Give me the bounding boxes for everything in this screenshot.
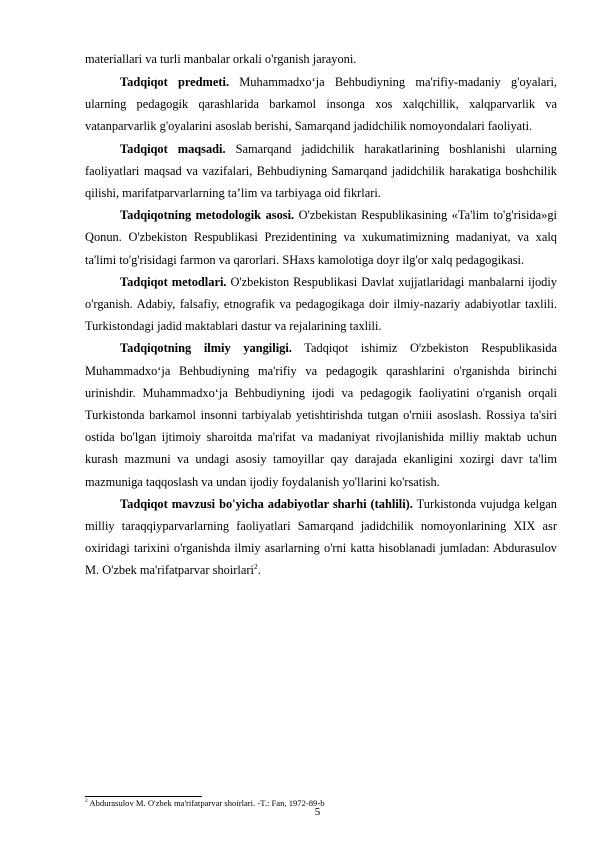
paragraph-text: O'zbekiston Respublikasi Davlat xujjatlaridagi manbalarni ijodiy o'rganish. Adabiy, falsafiy, etnografik va pedagogikaga doir ilmiy-nazariy adabiyotlar taxlili. Turkistondagi jadid maktablari dastur va rejalarining taxlili. [85, 274, 557, 334]
paragraph-literature-review [85, 493, 557, 582]
paragraph-text: Tadqiqot ishimiz O'zbekiston Respublikasida Muhammadxo‘ja Behbudiyning ma'rifiy va pedagogik qarashlarini o'rganishda birinchi urinishdir. Muhammadxo‘ja Behbudiyning ijodi va pedagogik faoliyatini o'rganish orqali Turkistonda barkamol insonni tarbiyalab yetishtirishda tutgan o'rniii asoslash. Rossiya ta'siri ostida bo'lgan ijtimoiy sharoitda ma'rifat va madaniyat rivojlanishida milliy maktab uchun kurash mazmuni va undagi asosiy tamoyillar qay darajada ekanligini xozirgi davr ta'lim mazmuniga taqqoslash va undan ijodiy foydalanish yo'llarini ko'rsatish. [85, 341, 557, 489]
paragraph-goal [85, 138, 557, 205]
document-body [85, 50, 557, 582]
paragraph-heading: Tadqiqotning metodologik asosi. [120, 208, 295, 223]
paragraph-novelty [85, 337, 557, 492]
footnote-text: Abdurasulov M. O'zbek ma'rifatparvar shoirlari. -T.: Fan, 1972-89-b [87, 798, 325, 808]
paragraph-heading: Tadqiqot mavzusi bo'yicha adabiyotlar sharhi (tahlili). [120, 496, 413, 511]
paragraph-heading: Tadqiqotning ilmiy yangiligi. [120, 341, 292, 356]
paragraph-heading: Tadqiqot metodlari. [120, 274, 227, 289]
paragraph-text: Muhammadxo‘ja Behbudiyning ma'rifiy-madaniy g'oyalari, ularning pedagogik qarashlarida barkamol insonga xos xalqchillik, xalqparvarlik va vatanparvarlik g'oyalarini asoslab berishi, Samarqand jadidchilik nomoyondalari faoliyati. [85, 75, 557, 134]
paragraph-text: O'zbekistan Respublikasining «Ta'lim to'g'risida»gi Qonun. O'zbekiston Respublikasi Prezidentining va xukumatimizning madaniyat, va xalq ta'limi to'g'risidagi farmon va qarorlari. SHaxs kamolotiga doyr ilg'or xalq pedagogikasi. [85, 208, 557, 267]
page-number: 5 [314, 806, 321, 818]
paragraph-tail: . [257, 563, 261, 578]
footnote-reference[interactable]: 2 [253, 562, 258, 572]
paragraph-heading: Tadqiqot predmeti. [120, 75, 230, 89]
footnote-divider [85, 796, 202, 797]
intro-line: materiallari va turli manbalar orkali o'rganish jarayoni. [85, 52, 357, 66]
paragraph-methods [85, 271, 557, 338]
paragraph-heading: Tadqiqot maqsadi. [120, 141, 226, 156]
paragraph-text: Samarqand jadidchilik harakatlarining boshlanishi ularning faoliyatlari maqsad va vazifalari, Behbudiyning Samarqand jadidchilik harakatiga boshchilik qilishi, marifatparvarlarning ta’lim va tarbiyaga oid fikrlari. [85, 141, 557, 201]
paragraph-text: Turkistonda vujudga kelgan milliy taraqqiyparvarlarning faoliyatlari Samarqand jadidchilik nomoyonlarining XIX asr oxiridagi tarixini o'rganishda ilmiy asarlarning o'rni katta hisoblanadi jumladan: Abdurasulov M. O'zbek ma'rifatparvar shoirlari [85, 496, 557, 578]
paragraph-subject [85, 71, 557, 138]
paragraph-methodology [85, 204, 557, 271]
footnote-marker: 2 [85, 798, 88, 805]
